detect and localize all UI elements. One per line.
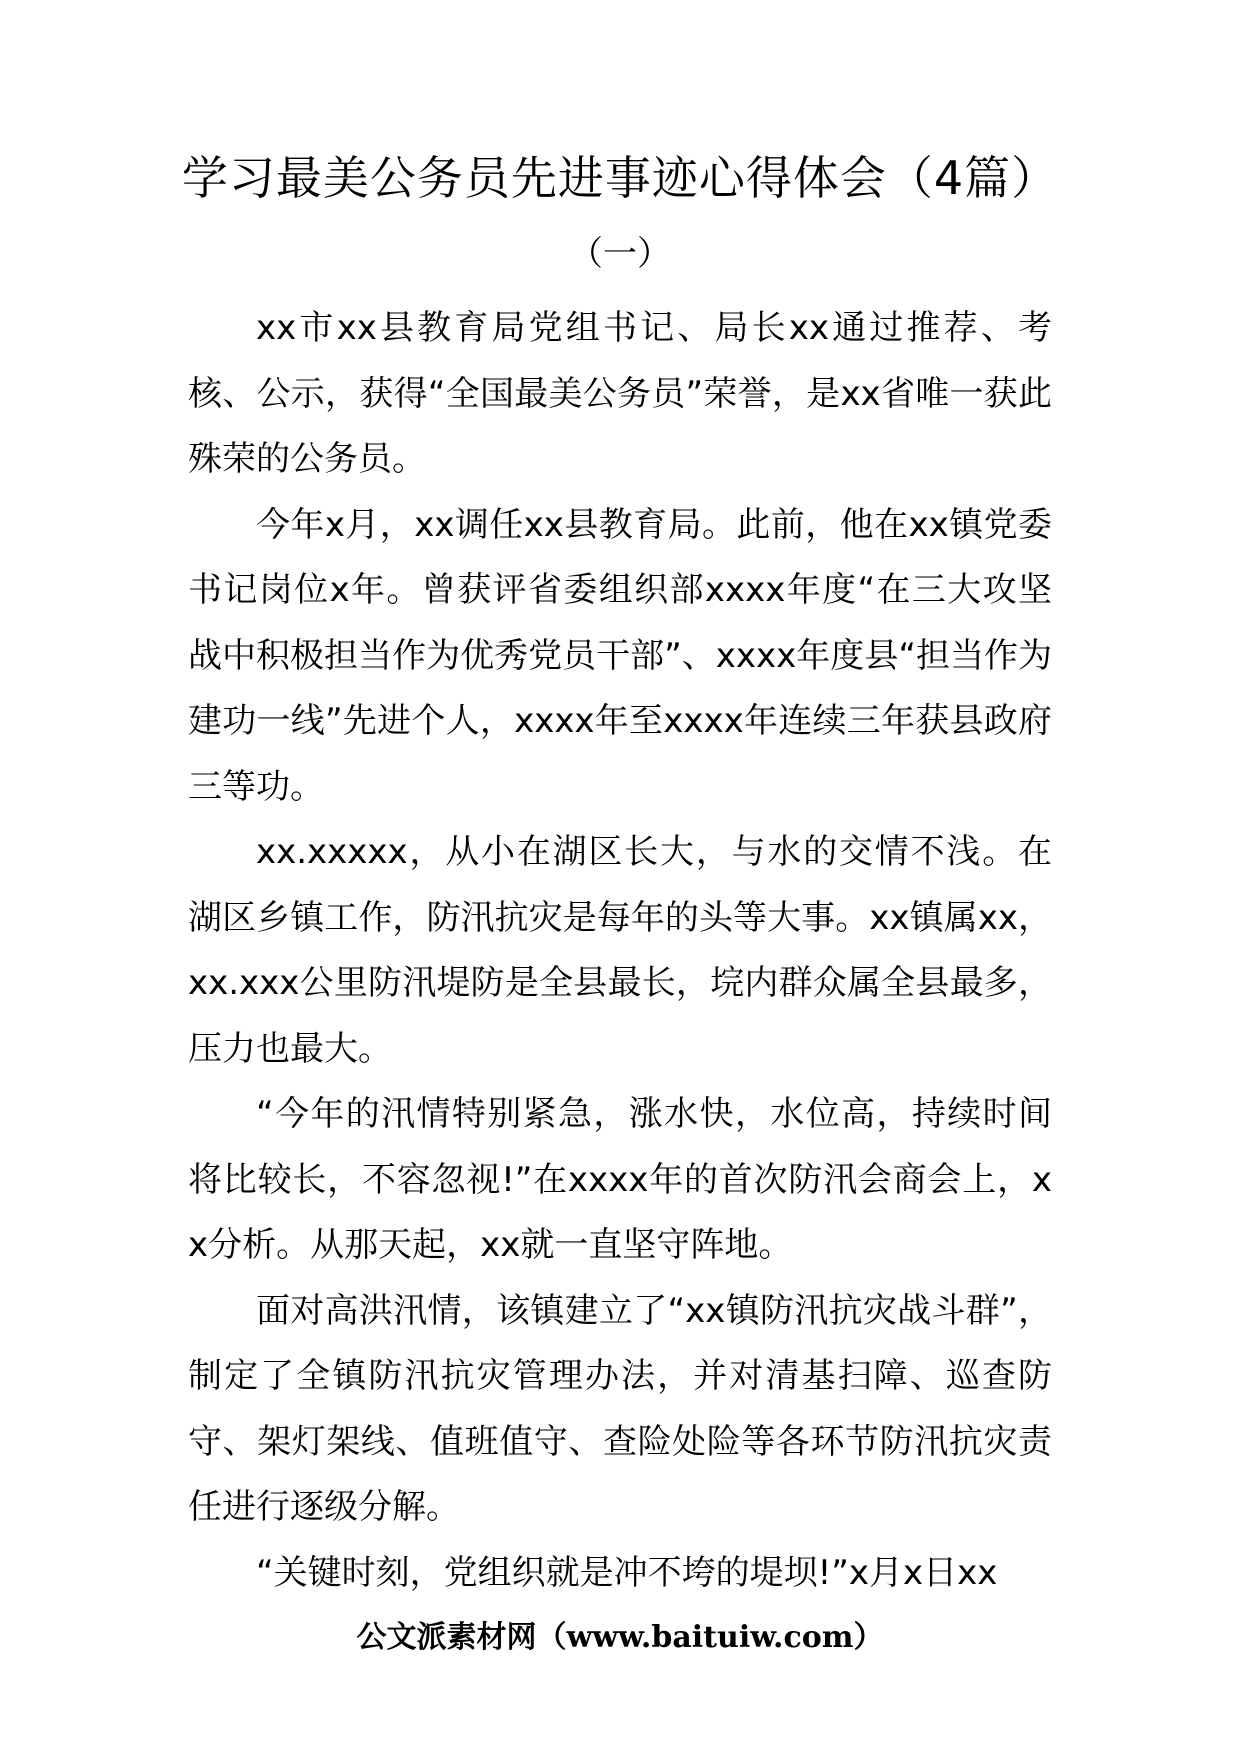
document-body xyxy=(188,296,1052,1606)
section-heading: （一） xyxy=(569,234,671,274)
footer-watermark: 公文派素材网（www.baituiw.com） xyxy=(356,1620,884,1655)
document-title: 学习最美公务员先进事迹心得体会（4篇） xyxy=(181,151,1059,205)
paragraph: 今年x月，xx调任xx县教育局。此前，他在xx镇党委书记岗位x年。曾获评省委组织部xxxx年度“在三大攻坚战中积极担当作为优秀党员干部”、xxxx年度县“担当作为建功一线”先进个人，xxxx年至xxxx年连续三年获县政府三等功。 xyxy=(188,504,1052,807)
paragraph: “关键时刻，党组织就是冲不垮的堤坝!”x月x日xx xyxy=(256,1552,998,1593)
paragraph: 面对高洪汛情，该镇建立了“xx镇防汛抗灾战斗群”，制定了全镇防汛抗灾管理办法，并对清基扫障、巡查防守、架灯架线、值班值守、查险处险等各环节防汛抗灾责任进行逐级分解。 xyxy=(188,1290,1052,1527)
paragraph: xx.xxxxx，从小在湖区长大，与水的交情不浅。在湖区乡镇工作，防汛抗灾是每年的头等大事。xx镇属xx，xx.xxx公里防汛堤防是全县最长，垸内群众属全县最多，压力也最大。 xyxy=(188,832,1052,1069)
paragraph: xx市xx县教育局党组书记、局长xx通过推荐、考核、公示，获得“全国最美公务员”荣誉，是xx省唯一获此殊荣的公务员。 xyxy=(188,308,1052,479)
paragraph: “今年的汛情特别紧急，涨水快，水位高，持续时间将比较长，不容忽视!”在xxxx年的首次防汛会商会上，xx分析。从那天起，xx就一直坚守阵地。 xyxy=(188,1094,1052,1265)
